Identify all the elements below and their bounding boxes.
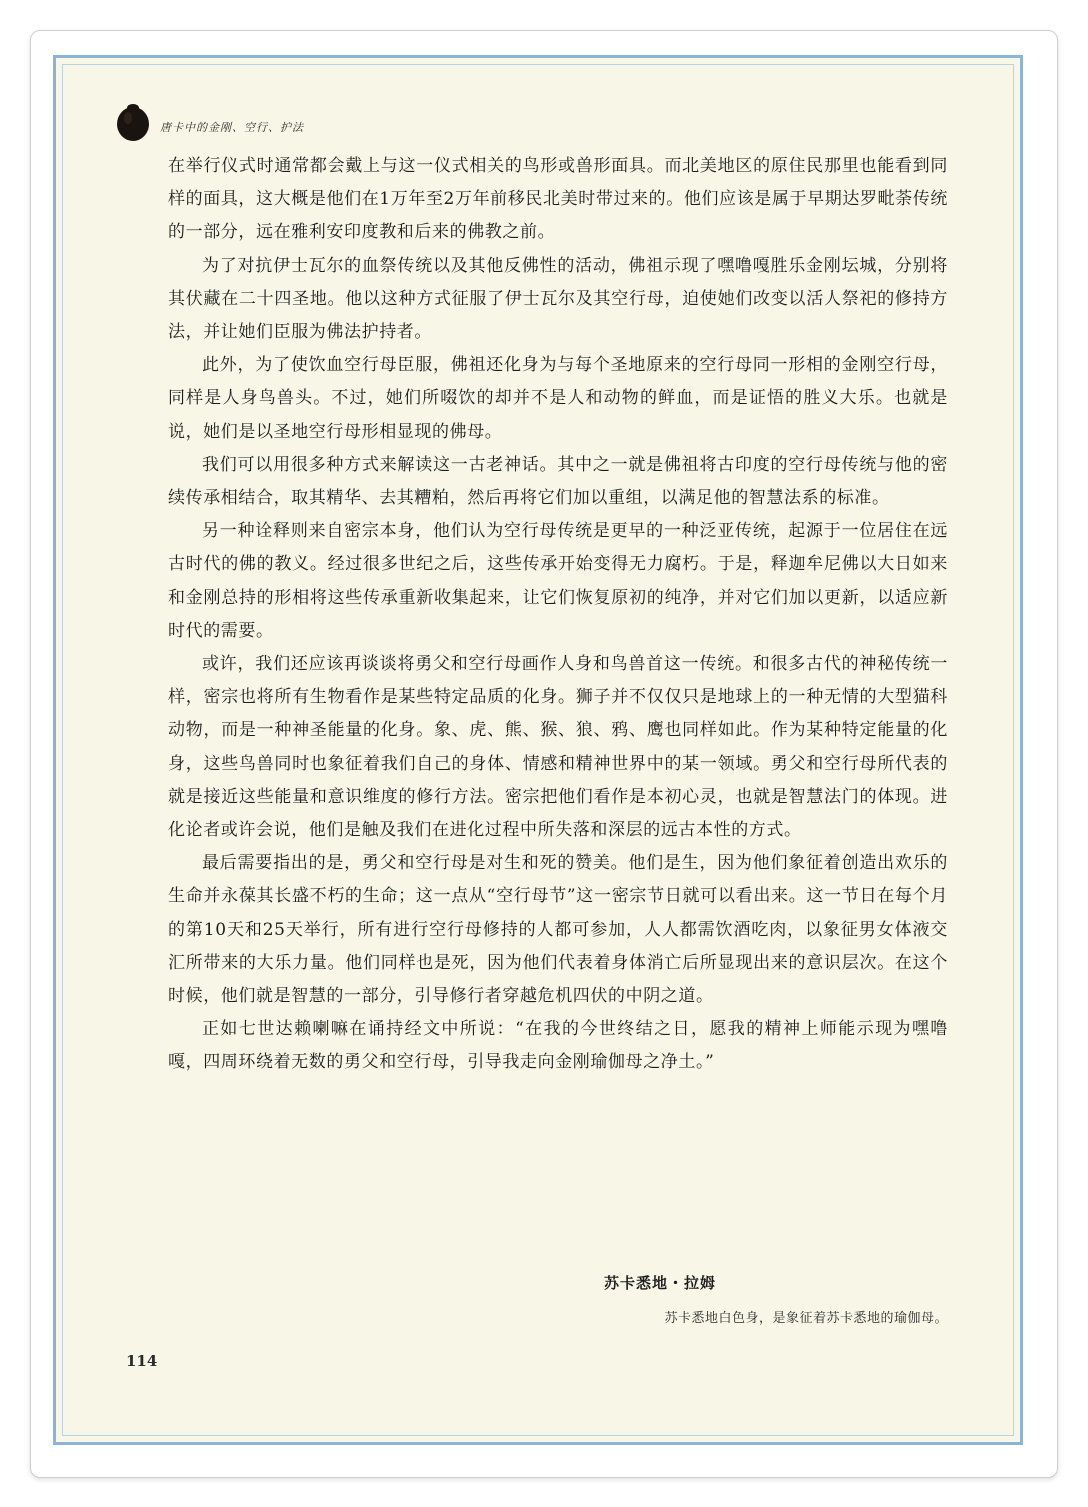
running-title: 唐卡中的金刚、空行、护法 [160,121,304,134]
paragraph: 在举行仪式时通常都会戴上与这一仪式相关的鸟形或兽形面具。而北美地区的原住民那里也能看到同样的面具，这大概是他们在1万年至2万年前移民北美时带过来的。他们应该是属于早期达罗毗荼传统的一部分，远在雅利安印度教和后来的佛教之前。 [168,156,948,243]
caption-title: 苏卡悉地・拉姆 [603,1274,716,1292]
paragraph: 另一种诠释则来自密宗本身，他们认为空行母传统是更早的一种泛亚传统，起源于一位居住在远古时代的佛的教义。经过很多世纪之后，这些传承开始变得无力腐朽。于是，释迦牟尼佛以大日如来和金刚总持的形相将这些传承重新收集起来，让它们恢复原初的纯净，并对它们加以更新，以适应新时代的需要。 [168,521,948,641]
paragraph: 正如七世达赖喇嘛在诵持经文中所说：“在我的今世终结之日，愿我的精神上师能示现为嘿噜嘎，四周环绕着无数的勇父和空行母，引导我走向金刚瑜伽母之净土。” [168,1019,948,1073]
running-head [116,98,304,142]
paragraph: 此外，为了使饮血空行母臣服，佛祖还化身为与每个圣地原来的空行母同一形相的金刚空行母，同样是人身鸟兽头。不过，她们所啜饮的却并不是人和动物的鲜血，而是证悟的胜义大乐。也就是说，她们是以圣地空行母形相显现的佛母。 [168,355,948,442]
image-caption [604,1272,948,1326]
paragraph: 最后需要指出的是，勇父和空行母是对生和死的赞美。他们是生，因为他们象征着创造出欢乐的生命并永葆其长盛不朽的生命；这一点从“空行母节”这一密宗节日就可以看出来。这一节日在每个月的第10天和25天举行，所有进行空行母修持的人都可参加，人人都需饮酒吃肉，以象征男女体液交汇所带来的大乐力量。他们同样也是死，因为他们代表着身体消亡后所显现出来的意识层次。在这个时候，他们就是智慧的一部分，引导修行者穿越危机四伏的中阴之道。 [168,853,948,1007]
round-pot-emblem-icon [116,98,150,142]
paragraph: 我们可以用很多种方式来解读这一古老神话。其中之一就是佛祖将古印度的空行母传统与他的密续传承相结合，取其精华、去其糟粕，然后再将它们加以重组，以满足他的智慧法系的标准。 [168,454,948,509]
paragraph: 或许，我们还应该再谈谈将勇父和空行母画作人身和鸟兽首这一传统。和很多古代的神秘传统一样，密宗也将所有生物看作是某些特定品质的化身。狮子并不仅仅只是地球上的一种无情的大型猫科动物，而是一种神圣能量的化身。象、虎、熊、猴、狼、鸦、鹰也同样如此。作为某种特定能量的化身，这些鸟兽同时也象征着我们自己的身体、情感和精神世界中的某一领域。勇父和空行母所代表的就是接近这些能量和意识维度的修行方法。密宗把他们看作是本初心灵，也就是智慧法门的体现。进化论者或许会说，他们是触及我们在进化过程中所失落和深层的远古本性的方式。 [168,654,948,841]
paragraph: 为了对抗伊士瓦尔的血祭传统以及其他反佛性的活动，佛祖示现了嘿噜嘎胜乐金刚坛城，分别将其伏藏在二十四圣地。他以这种方式征服了伊士瓦尔及其空行母，迫使她们改变以活人祭祀的修持方法，并让她们臣服为佛法护持者。 [168,255,948,343]
page-number: 114 [126,1352,158,1370]
caption-text: 苏卡悉地白色身，是象征着苏卡悉地的瑜伽母。 [664,1311,948,1326]
main-text [168,150,948,1080]
